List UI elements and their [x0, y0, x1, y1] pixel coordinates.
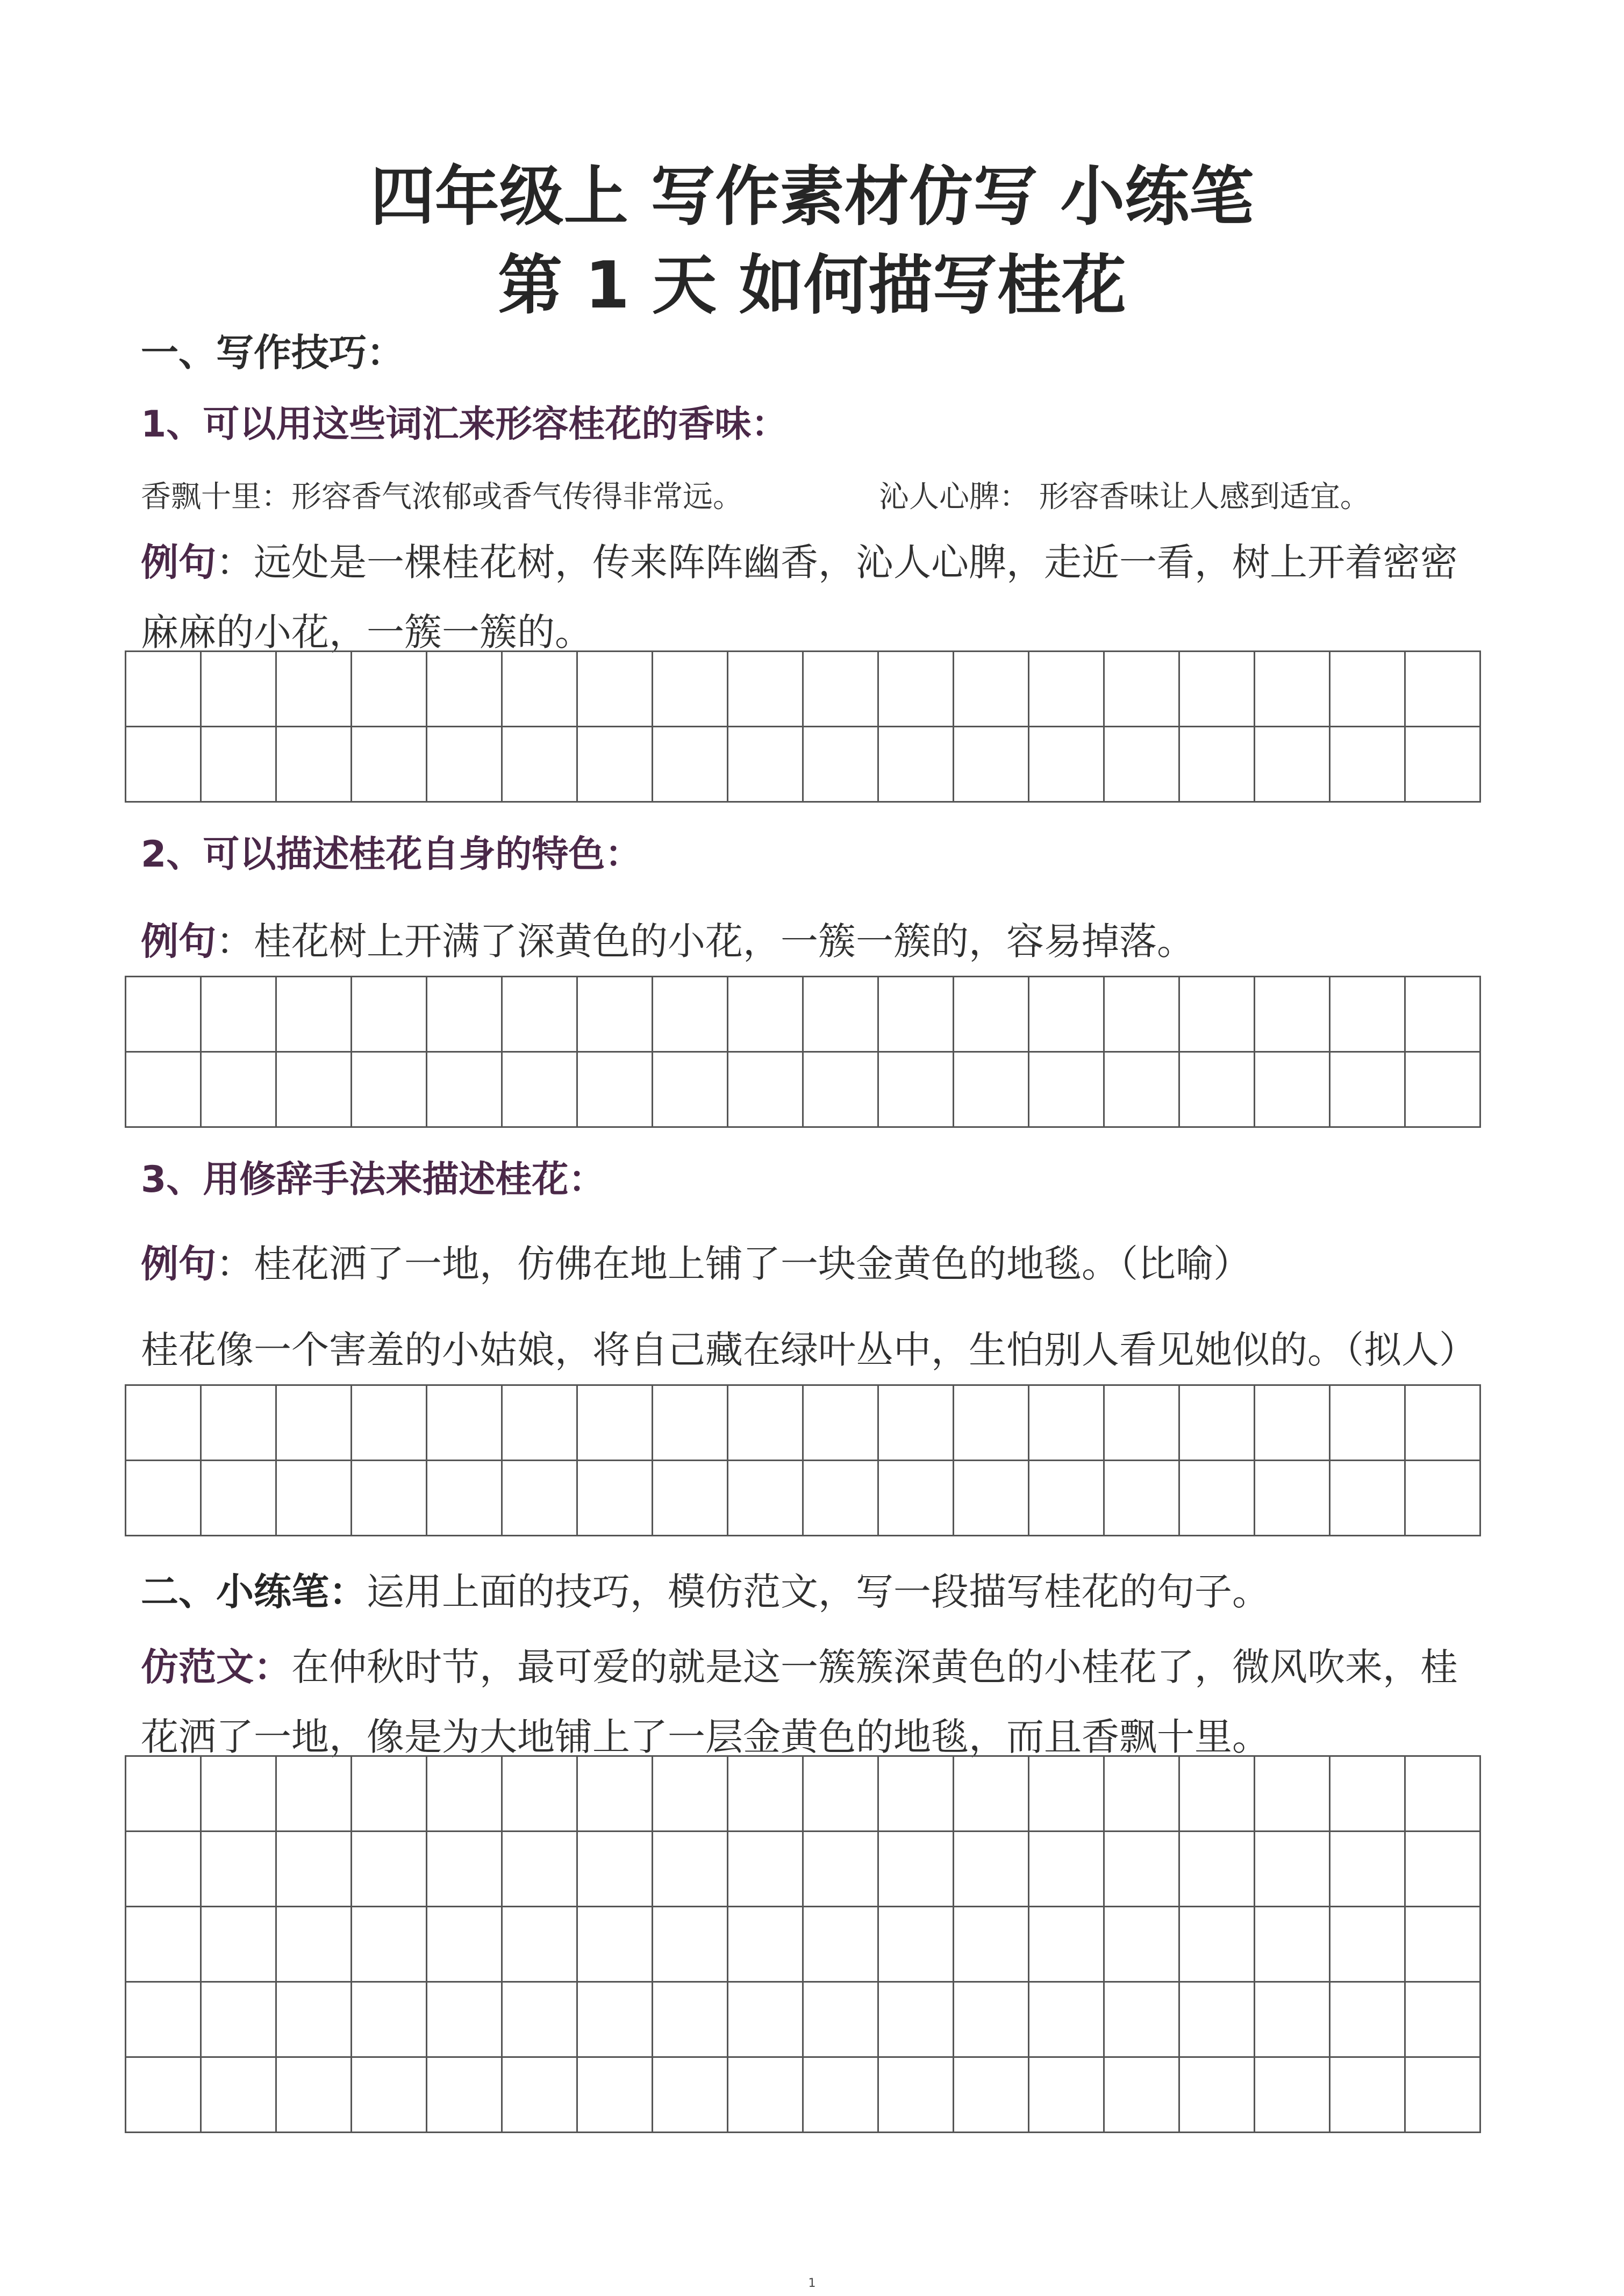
grid-cell[interactable] — [1406, 652, 1481, 727]
grid-cell[interactable] — [1029, 1461, 1105, 1536]
grid-cell[interactable] — [352, 977, 427, 1053]
writing-grid-2[interactable] — [125, 976, 1481, 1128]
grid-row — [126, 1757, 1481, 1832]
grid-cell[interactable] — [653, 1386, 728, 1461]
grid-cell[interactable] — [1105, 1907, 1180, 1983]
grid-cell[interactable] — [804, 1757, 879, 1832]
grid-cell[interactable] — [126, 727, 202, 803]
grid-row — [126, 652, 1481, 727]
grid-cell[interactable] — [954, 1983, 1029, 2058]
grid-cell[interactable] — [1029, 1983, 1105, 2058]
grid-cell[interactable] — [1180, 977, 1255, 1053]
grid-cell[interactable] — [277, 1832, 352, 1907]
grid-cell[interactable] — [503, 727, 578, 803]
grid-cell[interactable] — [578, 1461, 653, 1536]
grid-cell[interactable] — [1330, 1053, 1406, 1128]
grid-cell[interactable] — [427, 1832, 503, 1907]
grid-cell[interactable] — [1105, 1386, 1180, 1461]
grid-cell[interactable] — [578, 652, 653, 727]
grid-cell[interactable] — [728, 1907, 804, 1983]
grid-cell[interactable] — [126, 1386, 202, 1461]
model-text-line1 — [141, 1637, 1458, 1691]
grid-cell[interactable] — [653, 1757, 728, 1832]
grid-cell[interactable] — [578, 977, 653, 1053]
grid-cell[interactable] — [728, 2058, 804, 2133]
grid-cell[interactable] — [427, 1053, 503, 1128]
grid-row — [126, 977, 1481, 1053]
grid-cell[interactable] — [804, 1386, 879, 1461]
grid-cell[interactable] — [1105, 727, 1180, 803]
grid-cell[interactable] — [1406, 1907, 1481, 1983]
grid-cell[interactable] — [202, 652, 277, 727]
grid-cell[interactable] — [427, 1386, 503, 1461]
grid-cell[interactable] — [277, 1983, 352, 2058]
example-text: ：桂花洒了一地，仿佛在地上铺了一块金黄色的地毯。（比喻） — [216, 1242, 1251, 1286]
writing-grid-4[interactable] — [125, 1755, 1481, 2133]
grid-cell[interactable] — [1406, 977, 1481, 1053]
grid-cell[interactable] — [879, 1832, 954, 1907]
grid-cell[interactable] — [954, 1757, 1029, 1832]
grid-cell[interactable] — [503, 1832, 578, 1907]
grid-cell[interactable] — [1255, 1757, 1330, 1832]
grid-cell[interactable] — [1255, 727, 1330, 803]
grid-cell[interactable] — [1255, 652, 1330, 727]
grid-cell[interactable] — [1105, 977, 1180, 1053]
grid-cell[interactable] — [728, 727, 804, 803]
grid-cell[interactable] — [352, 1832, 427, 1907]
grid-cell[interactable] — [804, 1053, 879, 1128]
item1-example-line2: 麻麻的小花，一簇一簇的。 — [141, 610, 592, 654]
grid-cell[interactable] — [1029, 1053, 1105, 1128]
grid-cell[interactable] — [879, 1983, 954, 2058]
grid-cell[interactable] — [202, 1832, 277, 1907]
grid-cell[interactable] — [728, 977, 804, 1053]
grid-cell[interactable] — [1029, 1757, 1105, 1832]
model-label: 仿范文： — [141, 1645, 291, 1689]
grid-cell[interactable] — [277, 977, 352, 1053]
grid-cell[interactable] — [578, 1983, 653, 2058]
grid-cell[interactable] — [503, 2058, 578, 2133]
item3-example-2: 桂花像一个害羞的小姑娘，将自己藏在绿叶丛中，生怕别人看见她似的。（拟人） — [141, 1328, 1477, 1372]
grid-cell[interactable] — [1105, 1983, 1180, 2058]
grid-cell[interactable] — [1330, 1907, 1406, 1983]
grid-cell[interactable] — [202, 1386, 277, 1461]
grid-cell[interactable] — [126, 1461, 202, 1536]
grid-cell[interactable] — [804, 977, 879, 1053]
grid-cell[interactable] — [1330, 1757, 1406, 1832]
grid-cell[interactable] — [1029, 1832, 1105, 1907]
grid-cell[interactable] — [277, 1053, 352, 1128]
grid-cell[interactable] — [1105, 1832, 1180, 1907]
grid-cell[interactable] — [578, 1757, 653, 1832]
grid-cell[interactable] — [653, 1461, 728, 1536]
grid-cell[interactable] — [427, 1907, 503, 1983]
grid-cell[interactable] — [202, 1461, 277, 1536]
grid-cell[interactable] — [1255, 977, 1330, 1053]
grid-cell[interactable] — [126, 652, 202, 727]
grid-cell[interactable] — [277, 727, 352, 803]
grid-cell[interactable] — [503, 1757, 578, 1832]
grid-cell[interactable] — [804, 2058, 879, 2133]
grid-cell[interactable] — [1330, 1983, 1406, 2058]
grid-cell[interactable] — [1105, 1757, 1180, 1832]
grid-cell[interactable] — [1105, 1461, 1180, 1536]
example-label: 例句 — [141, 919, 216, 963]
item3-example — [141, 1234, 1251, 1288]
grid-row — [126, 1053, 1481, 1128]
grid-cell[interactable] — [1180, 1983, 1255, 2058]
grid-cell[interactable] — [954, 2058, 1029, 2133]
grid-cell[interactable] — [202, 2058, 277, 2133]
grid-cell[interactable] — [1406, 727, 1481, 803]
grid-cell[interactable] — [1180, 1907, 1255, 1983]
grid-cell[interactable] — [879, 977, 954, 1053]
page-title-line1: 四年级上 写作素材仿写 小练笔 — [370, 160, 1254, 234]
grid-cell[interactable] — [804, 727, 879, 803]
grid-cell[interactable] — [1180, 1386, 1255, 1461]
example-label: 例句 — [141, 540, 216, 584]
grid-cell[interactable] — [954, 1461, 1029, 1536]
grid-cell[interactable] — [728, 1386, 804, 1461]
grid-cell[interactable] — [277, 1907, 352, 1983]
grid-cell[interactable] — [1105, 652, 1180, 727]
grid-cell[interactable] — [954, 1907, 1029, 1983]
grid-cell[interactable] — [728, 1757, 804, 1832]
grid-row — [126, 727, 1481, 803]
page-title-line2: 第 1 天 如何描写桂花 — [498, 248, 1126, 323]
grid-cell[interactable] — [1255, 1386, 1330, 1461]
grid-cell[interactable] — [653, 2058, 728, 2133]
grid-cell[interactable] — [1105, 1053, 1180, 1128]
grid-cell[interactable] — [954, 1832, 1029, 1907]
grid-cell[interactable] — [728, 1983, 804, 2058]
model-text-line2: 花洒了一地，像是为大地铺上了一层金黄色的地毯，而且香飘十里。 — [141, 1715, 1270, 1759]
grid-cell[interactable] — [1255, 1983, 1330, 2058]
grid-cell[interactable] — [277, 1757, 352, 1832]
grid-cell[interactable] — [427, 727, 503, 803]
grid-cell[interactable] — [352, 1386, 427, 1461]
grid-cell[interactable] — [202, 977, 277, 1053]
grid-cell[interactable] — [1330, 727, 1406, 803]
grid-cell[interactable] — [879, 1461, 954, 1536]
grid-cell[interactable] — [954, 977, 1029, 1053]
grid-cell[interactable] — [653, 1053, 728, 1128]
grid-cell[interactable] — [578, 1907, 653, 1983]
grid-cell[interactable] — [954, 1053, 1029, 1128]
grid-cell[interactable] — [503, 1983, 578, 2058]
grid-cell[interactable] — [277, 2058, 352, 2133]
grid-cell[interactable] — [1180, 2058, 1255, 2133]
grid-cell[interactable] — [503, 977, 578, 1053]
grid-cell[interactable] — [1406, 1983, 1481, 2058]
grid-cell[interactable] — [503, 1053, 578, 1128]
grid-cell[interactable] — [202, 727, 277, 803]
grid-cell[interactable] — [352, 2058, 427, 2133]
section2-instruction: 运用上面的技巧，模仿范文，写一段描写桂花的句子。 — [367, 1570, 1270, 1614]
grid-cell[interactable] — [578, 1386, 653, 1461]
grid-cell[interactable] — [202, 1757, 277, 1832]
grid-cell[interactable] — [804, 1907, 879, 1983]
grid-cell[interactable] — [653, 1832, 728, 1907]
grid-cell[interactable] — [1406, 1757, 1481, 1832]
grid-cell[interactable] — [1029, 2058, 1105, 2133]
grid-row — [126, 1907, 1481, 1983]
grid-cell[interactable] — [728, 1053, 804, 1128]
grid-cell[interactable] — [1029, 652, 1105, 727]
grid-cell[interactable] — [126, 1983, 202, 2058]
grid-cell[interactable] — [1406, 1832, 1481, 1907]
grid-cell[interactable] — [126, 1832, 202, 1907]
grid-cell[interactable] — [126, 1757, 202, 1832]
grid-cell[interactable] — [879, 1053, 954, 1128]
grid-row — [126, 1832, 1481, 1907]
grid-cell[interactable] — [1406, 1386, 1481, 1461]
vocab-qinren: 沁人心脾： 形容香味让人感到适宜。 — [879, 480, 1370, 514]
grid-cell[interactable] — [954, 1386, 1029, 1461]
grid-cell[interactable] — [954, 727, 1029, 803]
example-label: 例句 — [141, 1242, 216, 1286]
grid-cell[interactable] — [1180, 727, 1255, 803]
grid-cell[interactable] — [804, 1832, 879, 1907]
grid-cell[interactable] — [879, 2058, 954, 2133]
grid-cell[interactable] — [427, 1461, 503, 1536]
grid-cell[interactable] — [1330, 652, 1406, 727]
page-number: 1 — [808, 2277, 816, 2290]
section2-heading — [141, 1562, 1270, 1616]
grid-cell[interactable] — [1406, 2058, 1481, 2133]
grid-cell[interactable] — [126, 1907, 202, 1983]
grid-cell[interactable] — [352, 1757, 427, 1832]
section2-label: 二、小练笔： — [141, 1570, 367, 1614]
grid-row — [126, 2058, 1481, 2133]
grid-cell[interactable] — [1330, 2058, 1406, 2133]
grid-cell[interactable] — [352, 1053, 427, 1128]
grid-cell[interactable] — [728, 1832, 804, 1907]
vocab-xiangpiao: 香飘十里：形容香气浓郁或香气传得非常远。 — [141, 480, 743, 514]
grid-cell[interactable] — [653, 1907, 728, 1983]
grid-cell[interactable] — [503, 1907, 578, 1983]
grid-cell[interactable] — [352, 652, 427, 727]
grid-cell[interactable] — [1180, 1053, 1255, 1128]
grid-cell[interactable] — [277, 652, 352, 727]
grid-cell[interactable] — [126, 977, 202, 1053]
grid-cell[interactable] — [352, 1461, 427, 1536]
grid-cell[interactable] — [427, 977, 503, 1053]
grid-cell[interactable] — [352, 727, 427, 803]
model-text: 在仲秋时节，最可爱的就是这一簇簇深黄色的小桂花了，微风吹来，桂 — [291, 1645, 1458, 1689]
grid-cell[interactable] — [277, 1461, 352, 1536]
grid-cell[interactable] — [503, 652, 578, 727]
grid-cell[interactable] — [879, 1907, 954, 1983]
item3-heading: 3、用修辞手法来描述桂花： — [141, 1158, 605, 1201]
grid-cell[interactable] — [1330, 1832, 1406, 1907]
grid-cell[interactable] — [728, 652, 804, 727]
grid-cell[interactable] — [1330, 1461, 1406, 1536]
example-text: ：远处是一棵桂花树，传来阵阵幽香，沁人心脾，走近一看，树上开着密密 — [216, 540, 1458, 584]
item1-heading: 1、可以用这些词汇来形容桂花的香味： — [141, 403, 788, 446]
grid-cell[interactable] — [352, 1983, 427, 2058]
grid-cell[interactable] — [277, 1386, 352, 1461]
grid-cell[interactable] — [1330, 1386, 1406, 1461]
grid-row — [126, 1983, 1481, 2058]
grid-cell[interactable] — [126, 2058, 202, 2133]
grid-cell[interactable] — [427, 2058, 503, 2133]
grid-cell[interactable] — [503, 1386, 578, 1461]
grid-cell[interactable] — [1029, 977, 1105, 1053]
grid-cell[interactable] — [653, 1983, 728, 2058]
grid-cell[interactable] — [1406, 1053, 1481, 1128]
grid-cell[interactable] — [578, 1053, 653, 1128]
grid-cell[interactable] — [578, 1832, 653, 1907]
grid-cell[interactable] — [1330, 977, 1406, 1053]
writing-grid-1[interactable] — [125, 650, 1481, 803]
example-text: ：桂花树上开满了深黄色的小花，一簇一簇的，容易掉落。 — [216, 919, 1194, 963]
grid-cell[interactable] — [653, 652, 728, 727]
grid-cell[interactable] — [1255, 2058, 1330, 2133]
section1-heading: 一、写作技巧： — [141, 331, 404, 375]
grid-cell[interactable] — [954, 652, 1029, 727]
grid-cell[interactable] — [1180, 652, 1255, 727]
grid-cell[interactable] — [202, 1053, 277, 1128]
grid-cell[interactable] — [126, 1053, 202, 1128]
grid-cell[interactable] — [578, 727, 653, 803]
grid-cell[interactable] — [879, 652, 954, 727]
grid-cell[interactable] — [1255, 1053, 1330, 1128]
grid-cell[interactable] — [1029, 727, 1105, 803]
grid-cell[interactable] — [427, 1983, 503, 2058]
grid-cell[interactable] — [1180, 1461, 1255, 1536]
grid-cell[interactable] — [653, 727, 728, 803]
grid-cell[interactable] — [879, 1757, 954, 1832]
grid-cell[interactable] — [653, 977, 728, 1053]
grid-cell[interactable] — [804, 1461, 879, 1536]
grid-cell[interactable] — [879, 727, 954, 803]
grid-cell[interactable] — [202, 1983, 277, 2058]
grid-cell[interactable] — [1255, 1907, 1330, 1983]
item1-example-line1 — [141, 532, 1458, 586]
grid-cell[interactable] — [1105, 2058, 1180, 2133]
grid-cell[interactable] — [1029, 1386, 1105, 1461]
grid-cell[interactable] — [804, 652, 879, 727]
grid-cell[interactable] — [804, 1983, 879, 2058]
grid-cell[interactable] — [1180, 1757, 1255, 1832]
item2-heading: 2、可以描述桂花自身的特色： — [141, 833, 642, 876]
writing-grid-3[interactable] — [125, 1384, 1481, 1536]
item2-example — [141, 911, 1194, 965]
grid-cell[interactable] — [879, 1386, 954, 1461]
grid-cell[interactable] — [1255, 1832, 1330, 1907]
grid-cell[interactable] — [1180, 1832, 1255, 1907]
grid-row — [126, 1461, 1481, 1536]
grid-cell[interactable] — [1255, 1461, 1330, 1536]
grid-cell[interactable] — [352, 1907, 427, 1983]
grid-cell[interactable] — [1406, 1461, 1481, 1536]
grid-cell[interactable] — [503, 1461, 578, 1536]
grid-row — [126, 1386, 1481, 1461]
grid-cell[interactable] — [427, 1757, 503, 1832]
grid-cell[interactable] — [1029, 1907, 1105, 1983]
grid-cell[interactable] — [728, 1461, 804, 1536]
grid-cell[interactable] — [202, 1907, 277, 1983]
grid-cell[interactable] — [427, 652, 503, 727]
grid-cell[interactable] — [578, 2058, 653, 2133]
